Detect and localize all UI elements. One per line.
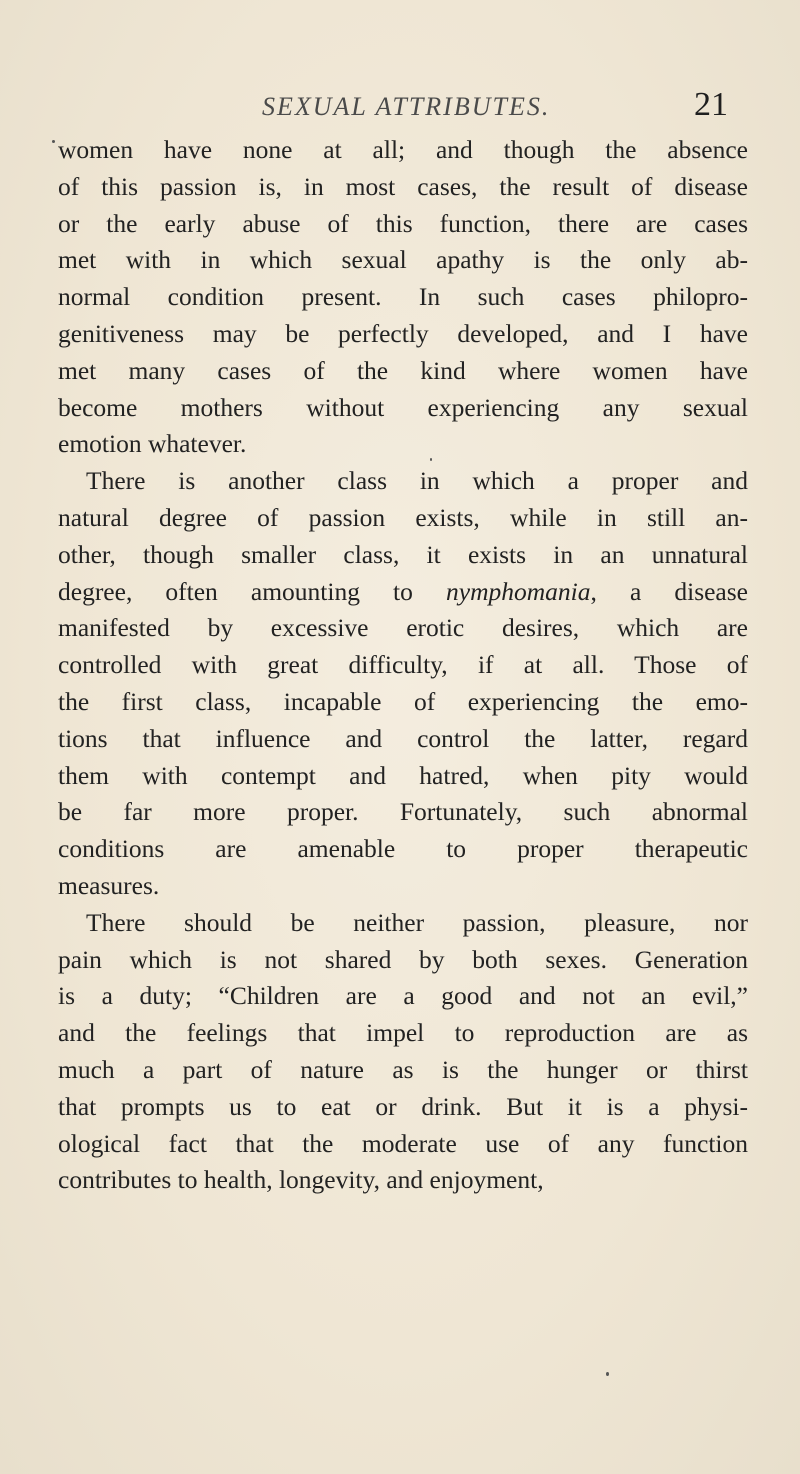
- text-line: genitiveness may be perfectly developed, and I have: [58, 318, 748, 348]
- running-head: [0, 86, 800, 132]
- text-line: them with contempt and hatred, when pity would: [58, 760, 748, 790]
- text-line: much a part of nature as is the hunger or thirst: [58, 1054, 748, 1084]
- text-line: or the early abuse of this function, there are cases: [58, 208, 748, 238]
- text-body: [58, 132, 748, 1199]
- text-line: ological fact that the moderate use of any function: [58, 1128, 748, 1158]
- text-line: pain which is not shared by both sexes. Generation: [58, 944, 748, 974]
- text-line: contributes to health, longevity, and enjoyment,: [58, 1165, 544, 1195]
- text-line: manifested by excessive erotic desires, which are: [58, 613, 748, 643]
- text-line: There should be neither passion, pleasure, nor: [86, 907, 748, 937]
- text-line: the first class, incapable of experiencing the emo-: [58, 686, 748, 716]
- text-line: be far more proper. Fortunately, such abnormal: [58, 797, 748, 827]
- text-line: is a duty; “Children are a good and not an evil,”: [58, 981, 748, 1011]
- paper-speck: [430, 458, 432, 461]
- text-line: met with in which sexual apathy is the only ab-: [58, 245, 748, 275]
- paper-speck: [52, 140, 55, 143]
- italic-term: nymphomania: [446, 576, 591, 606]
- text-line: natural degree of passion exists, while in still an-: [58, 502, 748, 532]
- paper-speck: [606, 1372, 609, 1376]
- text-line: and the feelings that impel to reproduction are as: [58, 1018, 748, 1048]
- text-line: women have none at all; and though the absence: [58, 135, 748, 164]
- text-line: that prompts us to eat or drink. But it is a physi-: [58, 1091, 748, 1121]
- text-line: There is another class in which a proper and: [86, 466, 748, 496]
- line-segment: degree, often amounting to: [58, 576, 413, 606]
- text-line: measures.: [58, 870, 160, 900]
- text-line: conditions are amenable to proper therapeutic: [58, 834, 748, 864]
- text-line: emotion whatever.: [58, 429, 247, 459]
- page-number: 21: [694, 86, 728, 123]
- text-line: other, though smaller class, it exists in an unnatural: [58, 539, 748, 569]
- text-line: normal condition present. In such cases philopro-: [58, 282, 748, 312]
- text-line: of this passion is, in most cases, the result of disease: [58, 171, 748, 201]
- text-line: controlled with great difficulty, if at all. Those of: [58, 650, 748, 680]
- running-title: SEXUAL ATTRIBUTES.: [262, 92, 551, 121]
- text-line: tions that influence and control the latter, regard: [58, 723, 748, 753]
- text-line: become mothers without experiencing any sexual: [58, 392, 748, 422]
- text-line-with-italic: [58, 574, 748, 611]
- text-line: met many cases of the kind where women have: [58, 355, 748, 385]
- line-segment: , a disease: [590, 576, 748, 606]
